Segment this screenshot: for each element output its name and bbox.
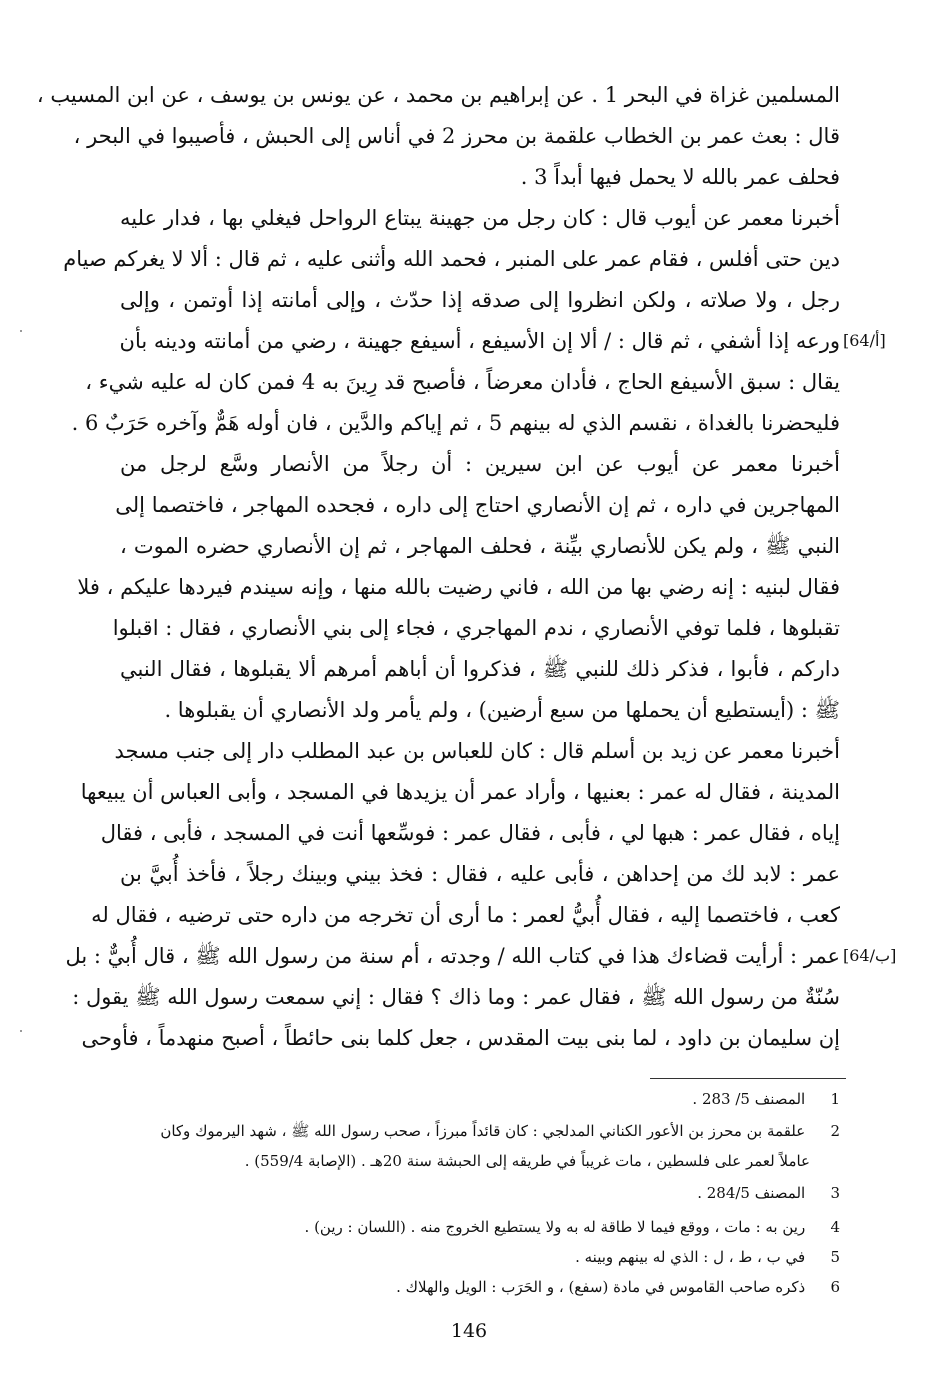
text-line: عمر : أرأيت قضاءك هذا في كتاب الله / وجدته ، أم سنة من رسول الله ﷺ ، قال أُبيٌّ : بل <box>65 944 840 968</box>
folio-marker: [64/ب] <box>843 946 897 965</box>
text-line: يقال : سبق الأسيفع الحاج ، فأدان معرضاً ، فأصبح قد رِينَ به 4 فمن كان له عليه شيء ، <box>85 370 840 394</box>
text-line: عمر : لابد لك من إحداهن ، فأبى عليه ، فقال : فخذ بيني وبينك رجلاً ، فأخذ أُبيَّ بن <box>120 862 840 886</box>
text-line: النبي ﷺ ، ولم يكن للأنصاري بيِّنة ، فحلف المهاجر ، ثم إن الأنصاري حضره الموت ، <box>120 534 840 558</box>
footnote-text: رين به : مات ، ووقع فيما لا طاقة له به ولا يستطيع الخروج منه . (اللسان : رين) . <box>304 1218 806 1236</box>
text-line: سُنّةٌ من رسول الله ﷺ ، فقال عمر : وما ذاك ؟ فقال : إني سمعت رسول الله ﷺ يقول : <box>72 985 840 1009</box>
text-line: فليحضرنا بالغداة ، نقسم الذي له بينهم 5 ، ثم إياكم والدَّين ، فان أوله هَمٌّ وآخره حَرَبٌ 6 . <box>71 411 840 435</box>
text-line: المهاجرين في داره ، ثم إن الأنصاري احتاج إلى داره ، فجحده المهاجر ، فاختصما إلى <box>115 493 840 517</box>
page-number: 146 <box>450 1320 488 1342</box>
footnote <box>100 1180 840 1206</box>
footnote-number: 3 <box>830 1184 840 1202</box>
footnote <box>100 1086 840 1112</box>
text-line: كعب ، فاختصما إليه ، فقال أُبيُّ لعمر : ما أرى أن تخرجه من داره حتى ترضيه ، فقال له <box>91 903 840 927</box>
footnote-text: ذكره صاحب القاموس في مادة (سفع) ، و الحَرَب : الويل والهلاك . <box>396 1278 806 1296</box>
text-line: أخبرنا معمر عن أيوب قال : كان رجل من جهينة يبتاع الرواحل فيغلي بها ، فدار عليه <box>120 206 840 230</box>
text-line: دين حتى أفلس ، فقام عمر على المنبر ، فحمد الله وأثنى عليه ، ثم قال : ألا لا يغركم صيام <box>63 247 840 271</box>
text-line: المسلمين غزاة في البحر 1 . عن إبراهيم بن محمد ، عن يونس بن يوسف ، عن ابن المسيب ، <box>36 83 840 107</box>
text-line: إياه ، فقال عمر : هبها لي ، فأبى ، فقال عمر : فوسِّعها أنت في المسجد ، فأبى ، فقال <box>100 821 840 845</box>
text-line: المدينة ، فقال له عمر : بعنيها ، وأراد عمر أن يزيدها في المسجد ، وأبى العباس أن يبيعها <box>80 780 840 804</box>
folio-marker: [64/أ] <box>843 331 886 350</box>
footnote <box>100 1244 840 1270</box>
footnote <box>100 1118 840 1144</box>
footnote-text: علقمة بن محرز بن الأعور الكناني المدلجي : كان قائداً مبرزاً ، صحب رسول الله ﷺ ، شهد اليرموك وكان <box>160 1122 806 1140</box>
text-line: فحلف عمر بالله لا يحمل فيها أبداً 3 . <box>520 165 840 189</box>
footnote-continuation <box>70 1148 840 1174</box>
footnote-number: 5 <box>830 1248 840 1266</box>
footnote-text: في ب ، ط ، ل : الذي له بينهم وبينه . <box>575 1248 806 1266</box>
text-line: أخبرنا معمر عن زيد بن أسلم قال : كان للعباس بن عبد المطلب دار إلى جنب مسجد <box>114 739 840 763</box>
scan-artifact <box>20 1030 22 1032</box>
text-line: فقال لبنيه : إنه رضي بها من الله ، فاني رضيت بالله منها ، وإنه سيندم فيردها عليكم ، فلا <box>77 575 840 599</box>
footnote <box>100 1214 840 1240</box>
footnote <box>100 1274 840 1300</box>
text-line: ﷺ : (أيستطيع أن يحملها من سبع أرضين) ، ولم يأمر ولد الأنصاري أن يقبلوها . <box>164 698 840 722</box>
text-line: داركم ، فأبوا ، فذكر ذلك للنبي ﷺ ، فذكروا أن أباهم أمرهم ألا يقبلوها ، فقال النبي <box>120 657 840 681</box>
footnote-number: 4 <box>830 1218 840 1236</box>
footnote-text: المصنف 5/ 283 . <box>692 1090 806 1108</box>
text-line: قال : بعث عمر بن الخطاب علقمة بن محرز 2 في أناس إلى الحبش ، فأصيبوا في البحر ، <box>73 124 840 148</box>
footnote-text: المصنف 284/5 . <box>697 1184 806 1202</box>
text-line: رجل ، ولا صلاته ، ولكن انظروا إلى صدقه إذا حدّث ، وإلى أمانته إذا أوتمن ، وإلى <box>120 288 840 312</box>
footnote-number: 6 <box>830 1278 840 1296</box>
text-line: أخبرنا معمر عن أيوب عن ابن سيرين : أن رجلاً من الأنصار وسَّع لرجل من <box>120 452 840 476</box>
footnote-number: 2 <box>830 1122 840 1140</box>
text-line: ورعه إذا أشفي ، ثم قال : / ألا إن الأسيفع ، أسيفع جهينة ، رضي من أمانته ودينه بأن <box>119 329 840 353</box>
text-line: تقبلوها ، فلما توفي الأنصاري ، ندم المهاجري ، فجاء إلى بني الأنصاري ، فقال : اقبلوا <box>112 616 840 640</box>
footnote-divider <box>650 1078 846 1079</box>
footnote-number: 1 <box>830 1090 840 1108</box>
scan-artifact <box>20 330 22 332</box>
text-line: إن سليمان بن داود ، لما بنى بيت المقدس ، جعل كلما بنى حائطاً ، أصبح منهدماً ، فأوحى <box>81 1026 840 1050</box>
footnote-text: عاملاً لعمر على فلسطين ، مات غريباً في طريقه إلى الحبشة سنة 20هـ . (الإصابة 559/4) . <box>244 1152 810 1170</box>
